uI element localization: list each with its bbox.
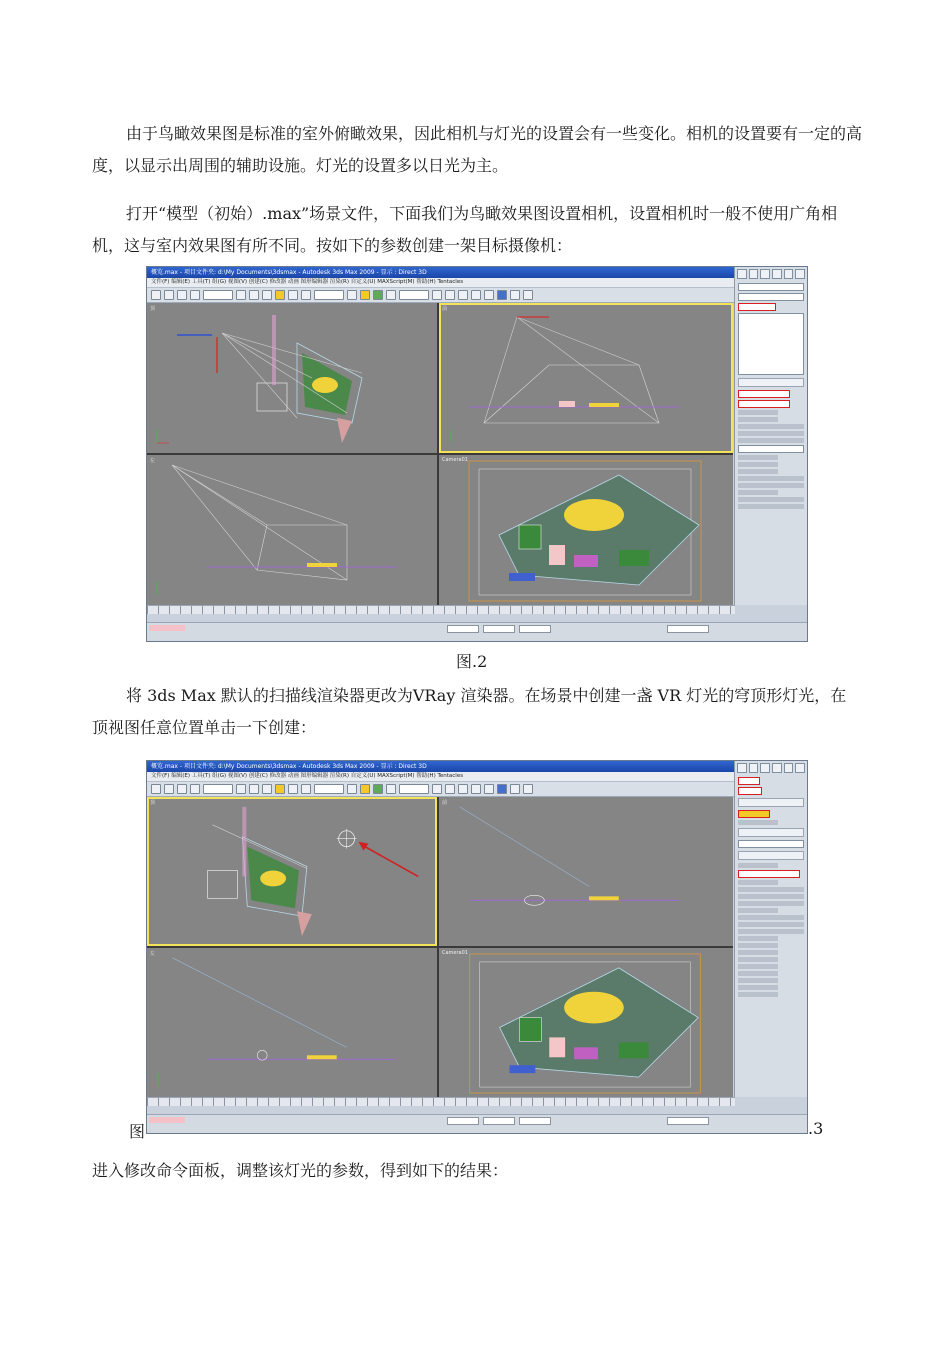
key-filter-field[interactable] [667, 625, 709, 633]
scale-icon[interactable] [301, 290, 311, 300]
scene-top-view [147, 303, 437, 453]
timeline-ruler[interactable] [147, 605, 735, 614]
status-bar [147, 1114, 807, 1133]
option-row [738, 908, 778, 913]
percent-snap-icon[interactable] [386, 290, 396, 300]
viewport-label: 前 [442, 306, 448, 312]
scene-left-view [147, 455, 437, 605]
viewport-label: 顶 [150, 800, 156, 806]
paragraph-modify-panel: 进入修改命令面板，调整该灯光的参数，得到如下的结果： [92, 1161, 509, 1180]
viewport-camera[interactable] [439, 455, 733, 605]
option-row [738, 455, 778, 460]
mirror-icon[interactable] [432, 784, 442, 794]
screenshot-3dsmax-camera [146, 266, 808, 642]
screenshot-3dsmax-light [146, 760, 808, 1134]
percent-snap-icon[interactable] [386, 784, 396, 794]
snap-icon[interactable] [360, 784, 370, 794]
schematic-icon[interactable] [484, 784, 494, 794]
viewport-label: Camera01 [442, 950, 468, 956]
rotate-icon[interactable] [288, 784, 298, 794]
selection-filter-dropdown[interactable] [203, 784, 233, 794]
select-icon[interactable] [236, 290, 246, 300]
fov-field[interactable] [738, 400, 790, 408]
command-panel [734, 267, 807, 605]
scale-icon[interactable] [301, 784, 311, 794]
main-toolbar [147, 782, 807, 797]
object-name-field[interactable] [738, 283, 804, 291]
status-bar [147, 622, 807, 641]
window-crossing-icon[interactable] [262, 784, 272, 794]
modify-tab-icon[interactable] [749, 763, 759, 773]
x-coordinate-field[interactable] [447, 625, 479, 633]
option-row [738, 936, 778, 941]
viewport-label: 左 [150, 458, 156, 464]
create-tab-icon[interactable] [737, 269, 747, 279]
figure-caption-3-suffix: .3 [808, 1119, 824, 1138]
viewport-label: 前 [442, 800, 448, 806]
z-coordinate-field[interactable] [519, 1117, 551, 1125]
rollout-parameters[interactable] [738, 851, 804, 860]
viewport-front[interactable] [439, 303, 733, 453]
viewport-left[interactable] [147, 948, 437, 1097]
option-row [738, 880, 778, 885]
stock-lenses-row[interactable] [738, 431, 804, 436]
y-coordinate-field[interactable] [483, 625, 515, 633]
type-dropdown[interactable] [738, 445, 804, 453]
stock-lenses-row[interactable] [738, 424, 804, 429]
move-icon[interactable] [275, 784, 285, 794]
viewport-label: Camera01 [442, 457, 468, 463]
unlink-icon[interactable] [190, 784, 200, 794]
snap-icon[interactable] [360, 290, 370, 300]
command-panel [734, 761, 807, 1097]
figure-caption-2: 图.2 [456, 652, 488, 671]
vraylight-button-highlight[interactable] [738, 810, 770, 818]
modify-tab-icon[interactable] [749, 269, 759, 279]
modifier-list-dropdown[interactable] [738, 293, 804, 301]
viewport-grid [147, 797, 733, 1097]
hierarchy-tab-icon[interactable] [760, 763, 770, 773]
viewport-left[interactable] [147, 455, 437, 605]
utilities-tab-icon[interactable] [795, 269, 805, 279]
option-row [738, 410, 778, 415]
select-icon[interactable] [236, 784, 246, 794]
scene-front-view [439, 303, 733, 453]
figure-caption-3-prefix: 图 [129, 1122, 146, 1141]
viewport-label: 左 [150, 951, 156, 957]
option-row [738, 417, 778, 422]
option-row [738, 462, 778, 467]
align-icon[interactable] [445, 784, 455, 794]
unlink-icon[interactable] [190, 290, 200, 300]
z-coordinate-field[interactable] [519, 625, 551, 633]
maxscript-listener[interactable] [149, 625, 185, 631]
option-row [738, 490, 778, 495]
menu-bar[interactable]: 文件(F) 编辑(E) 工具(T) 组(G) 视图(V) 创建(C) 修改器 动画 图形编辑器 渲染(R) 自定义(U) MAXScript(M) 帮助(H) Tentacles [147, 772, 807, 782]
pivot-icon[interactable] [347, 290, 357, 300]
viewport-label: 顶 [150, 306, 156, 312]
redo-icon[interactable] [164, 784, 174, 794]
utilities-tab-icon[interactable] [795, 763, 805, 773]
checkbox-row[interactable] [738, 964, 778, 969]
redo-icon[interactable] [164, 290, 174, 300]
angle-snap-icon[interactable] [373, 290, 383, 300]
color-row[interactable] [738, 894, 804, 899]
layer-icon[interactable] [458, 784, 468, 794]
pivot-icon[interactable] [347, 784, 357, 794]
curve-editor-icon[interactable] [471, 290, 481, 300]
command-panel-tabs [735, 761, 807, 775]
render-icon[interactable] [523, 290, 533, 300]
maxscript-listener[interactable] [149, 1117, 185, 1123]
option-row [738, 469, 778, 474]
rollout-parameters[interactable] [738, 378, 804, 387]
align-icon[interactable] [445, 290, 455, 300]
modifier-stack-list[interactable] [738, 313, 804, 375]
display-tab-icon[interactable] [784, 269, 794, 279]
rotate-icon[interactable] [288, 290, 298, 300]
paragraph-open-scene: 打开“模型（初始）.max”场景文件，下面我们为鸟瞰效果图设置相机，设置相机时一般不使用广角相机，这与室内效果图有所不同。按如下的参数创建一架目标摄像机： [92, 204, 838, 255]
range-row[interactable] [738, 476, 804, 481]
angle-snap-icon[interactable] [373, 784, 383, 794]
material-editor-icon[interactable] [497, 290, 507, 300]
scene-front-view [439, 797, 733, 946]
window-crossing-icon[interactable] [262, 290, 272, 300]
menu-bar[interactable]: 文件(F) 编辑(E) 工具(T) 组(G) 视图(V) 创建(C) 修改器 动画 图形编辑器 渲染(R) 自定义(U) MAXScript(M) 帮助(H) Tentacles [147, 278, 807, 288]
window-titlebar [147, 761, 807, 772]
paragraph-vray: 将 3ds Max 默认的扫描线渲染器更改为VRay 渲染器。在场景中创建一盏 VR 灯光的穹顶形灯光，在顶视图任意位置单击一下创建： [92, 686, 847, 737]
render-setup-icon[interactable] [510, 784, 520, 794]
window-titlebar [147, 267, 807, 278]
create-tab-icon[interactable] [737, 763, 747, 773]
checkbox-row[interactable] [738, 992, 778, 997]
size-row[interactable] [738, 929, 804, 934]
layer-icon[interactable] [458, 290, 468, 300]
scene-camera-view [439, 948, 733, 1097]
y-coordinate-field[interactable] [483, 1117, 515, 1125]
rollout-object-type[interactable] [738, 798, 804, 807]
range-row[interactable] [738, 483, 804, 488]
link-icon[interactable] [177, 784, 187, 794]
intensity-row[interactable] [738, 887, 804, 892]
modifier-stack-highlight[interactable] [738, 303, 776, 311]
checkbox-row[interactable] [738, 943, 778, 948]
coordinate-dropdown[interactable] [314, 784, 344, 794]
curve-editor-icon[interactable] [471, 784, 481, 794]
timeline-ruler[interactable] [147, 1097, 735, 1106]
undo-icon[interactable] [151, 290, 161, 300]
viewport-top[interactable] [147, 303, 437, 453]
scene-top-view [147, 797, 437, 946]
clip-row[interactable] [738, 497, 804, 502]
rollout-name-color[interactable] [738, 828, 804, 837]
size-row[interactable] [738, 915, 804, 920]
select-region-icon[interactable] [249, 784, 259, 794]
display-tab-icon[interactable] [784, 763, 794, 773]
light-type-dome-highlight[interactable] [738, 870, 800, 878]
checkbox-row[interactable] [738, 978, 778, 983]
viewport-top[interactable] [147, 797, 437, 946]
select-region-icon[interactable] [249, 290, 259, 300]
schematic-icon[interactable] [484, 290, 494, 300]
size-row[interactable] [738, 922, 804, 927]
option-row [738, 820, 778, 825]
multiplier-row[interactable] [738, 901, 804, 906]
paragraph-intro: 由于鸟瞰效果图是标准的室外俯瞰效果，因此相机与灯光的设置会有一些变化。相机的设置要有一定的高度，以显示出周围的辅助设施。灯光的设置多以日光为主。 [92, 124, 863, 175]
window-title: 概览.max - 项目文件夹: d:\My Documents\3dsmax - Autodesk 3ds Max 2009 - 显示 : Direct 3D [151, 269, 427, 276]
coordinate-dropdown[interactable] [314, 290, 344, 300]
material-editor-icon[interactable] [497, 784, 507, 794]
undo-icon[interactable] [151, 784, 161, 794]
stock-lenses-row[interactable] [738, 438, 804, 443]
checkbox-row[interactable] [738, 985, 778, 990]
main-toolbar [147, 288, 807, 303]
render-icon[interactable] [523, 784, 533, 794]
viewport-front[interactable] [439, 797, 733, 946]
x-coordinate-field[interactable] [447, 1117, 479, 1125]
light-name-field[interactable] [738, 840, 804, 848]
motion-tab-icon[interactable] [772, 763, 782, 773]
selection-filter-dropdown[interactable] [203, 290, 233, 300]
motion-tab-icon[interactable] [772, 269, 782, 279]
lens-field[interactable] [738, 390, 790, 398]
named-selection-dropdown[interactable] [399, 784, 429, 794]
move-icon[interactable] [275, 290, 285, 300]
lights-category-highlight[interactable] [738, 777, 760, 785]
checkbox-row[interactable] [738, 957, 778, 962]
render-setup-icon[interactable] [510, 290, 520, 300]
clip-row[interactable] [738, 504, 804, 509]
checkbox-row[interactable] [738, 971, 778, 976]
viewport-camera[interactable] [439, 948, 733, 1097]
mirror-icon[interactable] [432, 290, 442, 300]
hierarchy-tab-icon[interactable] [760, 269, 770, 279]
viewport-grid [147, 303, 733, 605]
checkbox-row[interactable] [738, 950, 778, 955]
option-row [738, 863, 778, 868]
vray-dropdown-highlight[interactable] [738, 787, 762, 795]
window-title: 概览.max - 项目文件夹: d:\My Documents\3dsmax - Autodesk 3ds Max 2009 - 显示 : Direct 3D [151, 763, 427, 770]
command-panel-tabs [735, 267, 807, 281]
key-filter-field[interactable] [667, 1117, 709, 1125]
scene-left-view [147, 948, 437, 1097]
link-icon[interactable] [177, 290, 187, 300]
named-selection-dropdown[interactable] [399, 290, 429, 300]
scene-camera-view [439, 455, 733, 605]
